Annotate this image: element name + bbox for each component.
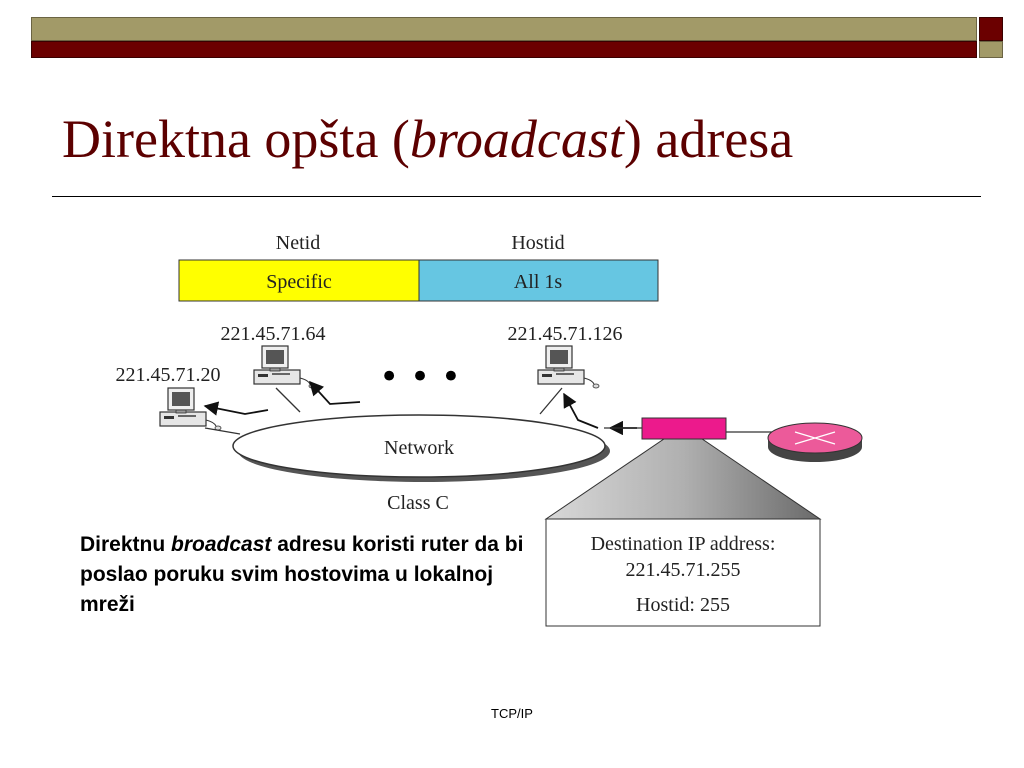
body-paragraph <box>80 530 530 620</box>
slide-footer: TCP/IP <box>491 706 533 721</box>
host-link-line <box>205 428 240 434</box>
title-suffix: ) adresa <box>623 109 794 169</box>
hostid-label: Hostid <box>511 232 565 254</box>
callout-line-1: Destination IP address: <box>590 533 776 555</box>
body-text-1: Direktnu <box>80 533 172 556</box>
title-prefix: Direktna opšta ( <box>62 109 410 169</box>
network-label: Network <box>384 437 454 459</box>
arrow-to-host-3 <box>205 406 268 414</box>
host-link-line <box>276 388 300 412</box>
computer-icon <box>160 388 221 430</box>
host-label-2: 221.45.71.126 <box>507 323 623 345</box>
host-link-line <box>540 388 562 414</box>
hostid-value: All 1s <box>513 271 563 293</box>
body-text-italic: broadcast <box>171 533 272 556</box>
host-label-1: 221.45.71.64 <box>220 323 326 345</box>
class-label: Class C <box>387 492 449 514</box>
arrow-to-host-2 <box>564 394 598 428</box>
title-italic: broadcast <box>409 109 624 169</box>
netid-label: Netid <box>275 232 321 254</box>
computer-icon <box>254 346 315 388</box>
host-label-3: 221.45.71.20 <box>115 364 221 386</box>
ellipsis-dots: • • • <box>379 357 461 397</box>
netid-value: Specific <box>266 271 332 293</box>
callout-line-3: Hostid: 255 <box>636 594 730 616</box>
callout-line-2: 221.45.71.255 <box>625 559 741 581</box>
broadcast-packet <box>642 418 726 439</box>
computer-icon <box>538 346 599 388</box>
body-text-2: adresu koristi ruter da bi poslao poruku svim hostovima u lokalnoj mreži <box>80 533 524 616</box>
arrow-to-host-1 <box>310 382 360 404</box>
